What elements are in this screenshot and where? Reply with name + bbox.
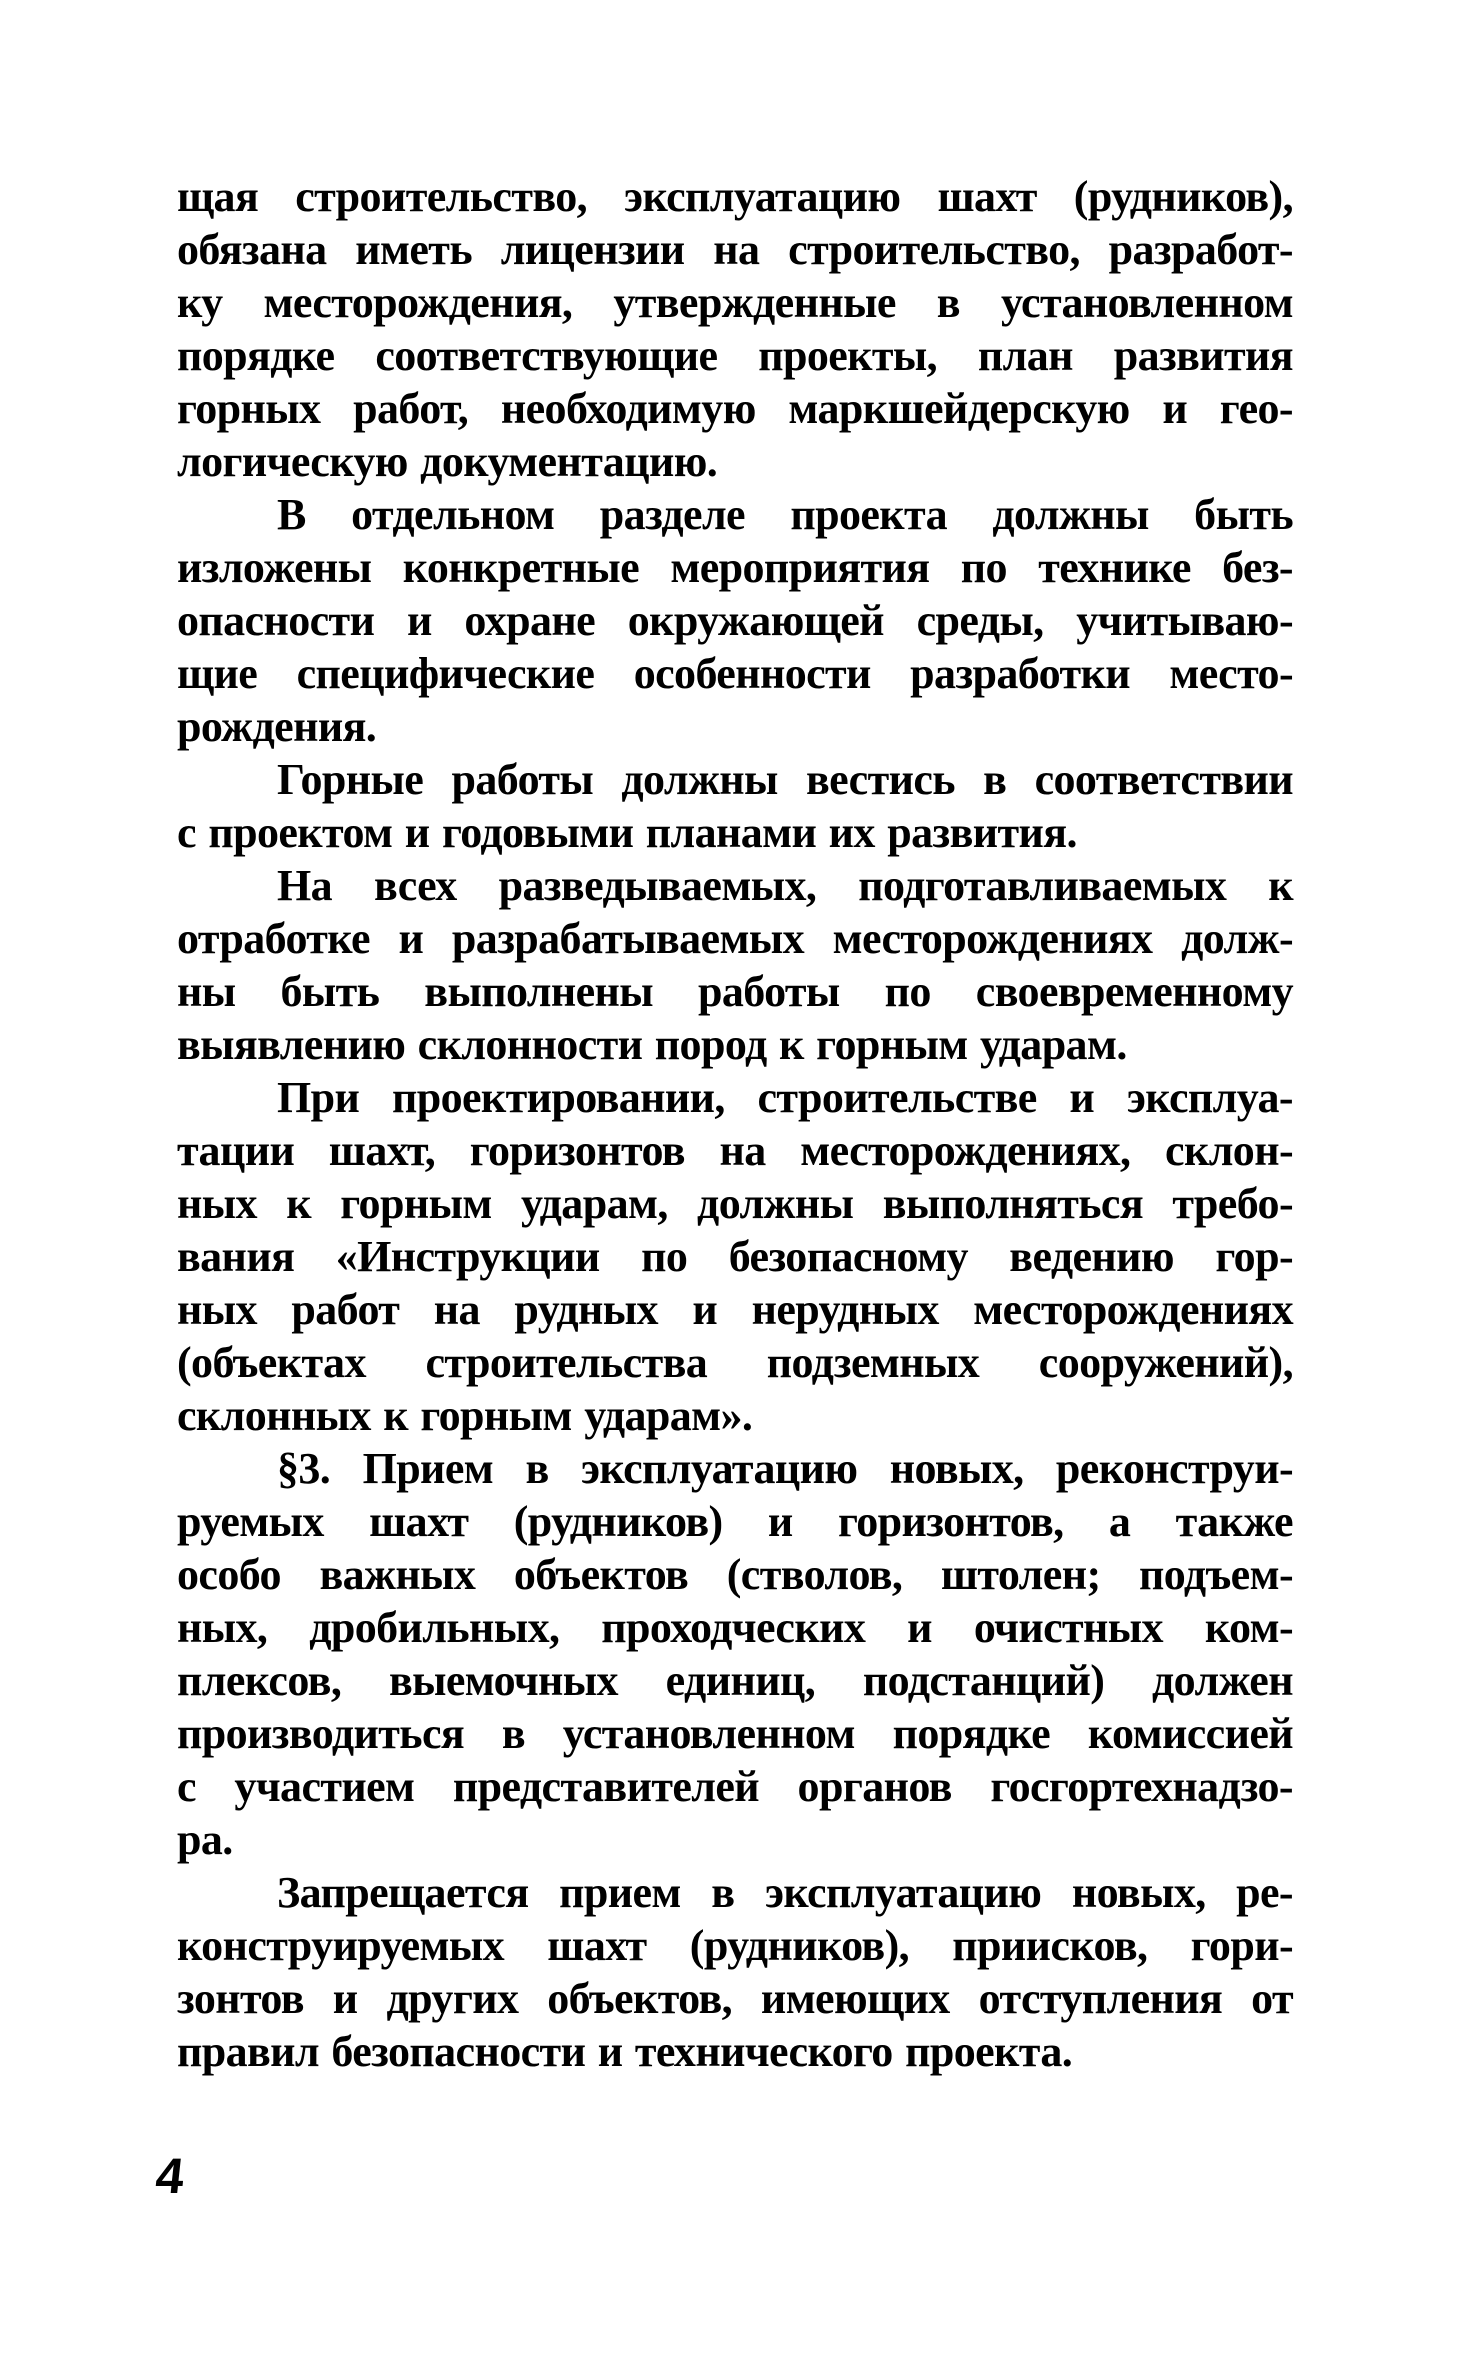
text-line: Горные работы должны вестись в соответствии bbox=[277, 755, 1293, 804]
text-line: горных работ, необходимую маркшейдерскую и гео- bbox=[177, 384, 1293, 433]
text-line: Запрещается прием в эксплуатацию новых, ре- bbox=[277, 1868, 1293, 1917]
text-line: особо важных объектов (стволов, штолен; подъем- bbox=[177, 1550, 1293, 1599]
text-line: логическую документацию. bbox=[177, 437, 718, 486]
text-line: ных к горным ударам, должны выполняться требо- bbox=[177, 1179, 1293, 1228]
text-line: конструируемых шахт (рудников), приисков, гори- bbox=[177, 1921, 1293, 1970]
text-line: обязана иметь лицензии на строительство, разработ- bbox=[177, 225, 1293, 274]
paragraph-safety-section bbox=[177, 488, 1293, 753]
text-line: с проектом и годовыми планами их развития. bbox=[177, 808, 1077, 857]
text-line: отработке и разрабатываемых месторождениях долж- bbox=[177, 914, 1293, 963]
paragraph-continuation bbox=[177, 170, 1293, 488]
text-line: зонтов и других объектов, имеющих отступления от bbox=[177, 1974, 1293, 2023]
text-line: ных работ на рудных и нерудных месторождениях bbox=[177, 1285, 1293, 1334]
text-line: При проектировании, строительстве и эксплуа- bbox=[277, 1073, 1293, 1122]
text-line: щие специфические особенности разработки место- bbox=[177, 649, 1293, 698]
page-number: 4 bbox=[153, 2148, 187, 2204]
body-text bbox=[177, 170, 1293, 2078]
text-line: с участием представителей органов госгортехнадзо- bbox=[177, 1762, 1293, 1811]
paragraph-prohibition bbox=[177, 1866, 1293, 2078]
text-line: правил безопасности и технического проекта. bbox=[177, 2027, 1073, 2076]
paragraph-design-requirements bbox=[177, 1071, 1293, 1442]
text-line: плексов, выемочных единиц, подстанций) должен bbox=[177, 1656, 1293, 1705]
text-line: На всех разведываемых, подготавливаемых к bbox=[277, 861, 1293, 910]
text-line: ра. bbox=[177, 1815, 233, 1864]
text-line: выявлению склонности пород к горным ударам. bbox=[177, 1020, 1127, 1069]
paragraph-rock-bursts bbox=[177, 859, 1293, 1071]
text-line: порядке соответствующие проекты, план развития bbox=[177, 331, 1293, 380]
text-line: изложены конкретные мероприятия по технике без- bbox=[177, 543, 1293, 592]
text-line: вания «Инструкции по безопасному ведению гор- bbox=[177, 1232, 1293, 1281]
text-line: рождения. bbox=[177, 702, 377, 751]
text-line: тации шахт, горизонтов на месторождениях, склон- bbox=[177, 1126, 1293, 1175]
text-line: производиться в установленном порядке комиссией bbox=[177, 1709, 1293, 1758]
text-line: ны быть выполнены работы по своевременному bbox=[177, 967, 1293, 1016]
paragraph-section-3 bbox=[177, 1442, 1293, 1866]
text-line: руемых шахт (рудников) и горизонтов, а также bbox=[177, 1497, 1293, 1546]
text-line: (объектах строительства подземных сооружений), bbox=[177, 1338, 1293, 1387]
text-line: склонных к горным ударам». bbox=[177, 1391, 753, 1440]
section-heading-line: §3. Прием в эксплуатацию новых, реконструи- bbox=[277, 1444, 1293, 1493]
text-line: опасности и охране окружающей среды, учитываю- bbox=[177, 596, 1293, 645]
text-line: В отдельном разделе проекта должны быть bbox=[277, 490, 1293, 539]
text-line: ку месторождения, утвержденные в установленном bbox=[177, 278, 1293, 327]
text-line: щая строительство, эксплуатацию шахт (рудников), bbox=[177, 172, 1293, 221]
text-line: ных, дробильных, проходческих и очистных ком- bbox=[177, 1603, 1293, 1652]
paragraph-mining-works bbox=[177, 753, 1293, 859]
